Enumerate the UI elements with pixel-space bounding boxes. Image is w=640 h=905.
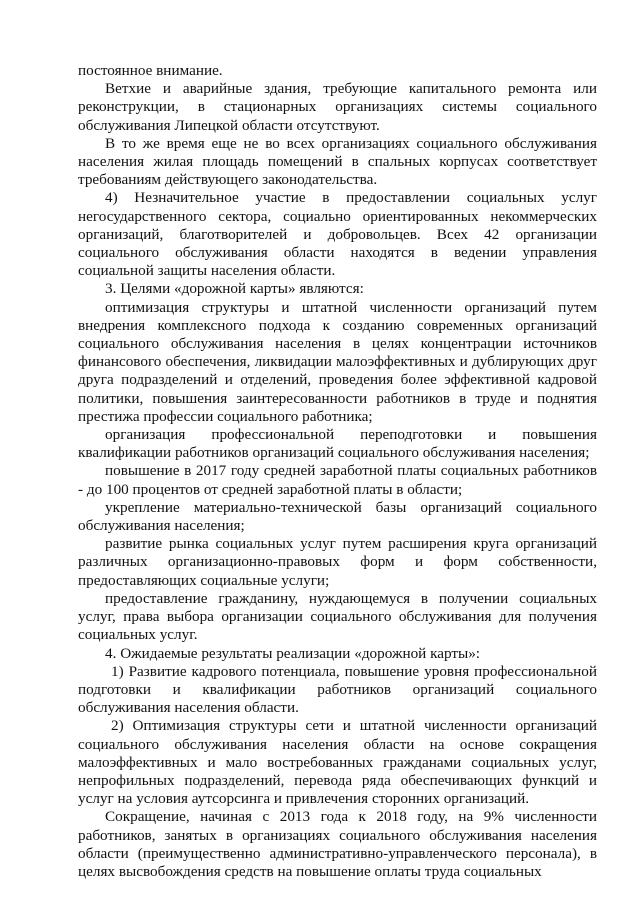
paragraph: 4. Ожидаемые результаты реализации «дорожной карты»: bbox=[105, 644, 481, 662]
paragraph: предоставление гражданину, нуждающемуся в получении социальных услуг, права выбора организации социального обслуживания для получения социальных услуг. bbox=[78, 589, 597, 644]
paragraph: организация профессиональной переподготовки и повышения квалификации работников организаций социального обслуживания населения; bbox=[78, 426, 597, 462]
paragraph: повышение в 2017 году средней заработной платы социальных работников - до 100 процентов от средней заработной платы в области; bbox=[78, 462, 597, 498]
paragraph: оптимизация структуры и штатной численности организаций путем внедрения комплексного подхода к созданию современных организаций социального обслуживания населения в целях концентрации источников финансового обеспечения, ликвидации малоэффективных и дублирующих друг друга подразделений и отделений, проведения более эффективной кадровой политики, повышения заинтересованности работников в труде и поднятия престижа профессии социального работника; bbox=[78, 298, 597, 425]
paragraph: 2) Оптимизация структуры сети и штатной численности организаций социального обслуживания населения области на основе сокращения малоэффективных и мало востребованных гражданами социальных услуг, непрофильных подразделений, перевода ряда обеспечивающих функций и услуг на условия аутсорсинга и привлечения сторонних организаций. bbox=[78, 717, 597, 808]
paragraph: постоянное внимание. bbox=[78, 62, 223, 79]
paragraph: 4) Незначительное участие в предоставлении социальных услуг негосударственного сектора, социально ориентированных некоммерческих организаций, благотворителей и добровольцев. Всех 42 организации социального обслуживания области находятся в ведении управления социальной защиты населения области. bbox=[78, 189, 597, 280]
paragraph: 1) Развитие кадрового потенциала, повышение уровня профессиональной подготовки и квалификации работников организаций социального обслуживания населения области. bbox=[78, 662, 597, 717]
document-body bbox=[78, 62, 597, 881]
paragraph: 3. Целями «дорожной карты» являются: bbox=[105, 280, 364, 298]
paragraph: Сокращение, начиная с 2013 года к 2018 году, на 9% численности работников, занятых в организациях социального обслуживания населения области (преимущественно административно-управленческого персонала), в целях высвобождения средств на повышение оплаты труда социальных bbox=[78, 808, 597, 880]
paragraph: укрепление материально-технической базы организаций социального обслуживания населения; bbox=[78, 498, 597, 535]
paragraph: Ветхие и аварийные здания, требующие капитального ремонта или реконструкции, в стационарных организациях системы социального обслуживания Липецкой области отсутствуют. bbox=[78, 80, 597, 134]
paragraph: развитие рынка социальных услуг путем расширения круга организаций различных организационно-правовых форм и форм собственности, предоставляющих социальные услуги; bbox=[78, 535, 597, 589]
paragraph: В то же время еще не во всех организациях социального обслуживания населения жилая площадь помещений в спальных корпусах соответствует требованиям действующего законодательства. bbox=[78, 134, 597, 189]
